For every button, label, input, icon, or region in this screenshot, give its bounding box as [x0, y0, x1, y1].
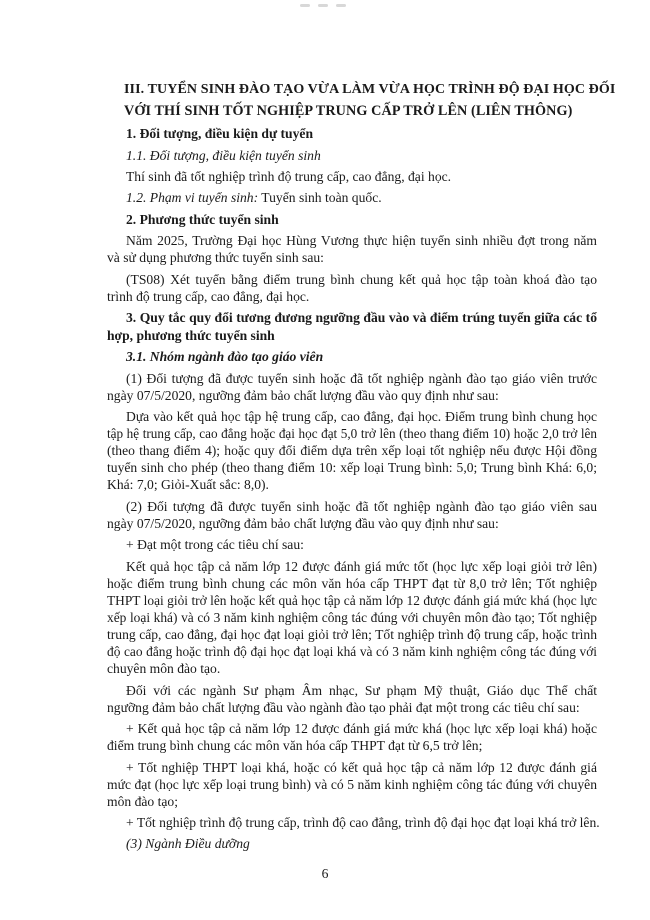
paragraph-line: tập hệ trung cấp, cao đẳng hoặc đại học đạt 5,0 trở lên (theo thang điểm 10) hoặc 2,0 trở lên	[107, 426, 597, 441]
section-title-line-1: III. TUYỂN SINH ĐÀO TẠO VỪA LÀM VỪA HỌC TRÌNH ĐỘ ĐẠI HỌC ĐỐI	[124, 82, 616, 97]
paragraph-line: trình độ trung cấp, cao đẳng, đại học.	[107, 289, 310, 304]
paragraph-line: điểm trung bình chung các môn văn hóa cấp THPT đạt từ 6,5 trở lên;	[107, 738, 483, 753]
paragraph-line: độ cao đẳng hoặc trình độ đại học đạt loại khá và có 3 năm kinh nghiệm công tác đúng với	[107, 644, 597, 659]
paragraph: Thí sinh đã tốt nghiệp trình độ trung cấp, cao đẳng, đại học.	[126, 169, 452, 184]
paragraph-line: (theo thang điểm 4); hoặc quy đổi điểm dựa trên xếp loại tốt nghiệp nếu được Hội đồng	[107, 443, 597, 458]
paragraph-line: tuyển sinh cho phép (theo thang điểm 10: xếp loại Trung bình: 5,0; Trung bình Khá: 6,0;	[107, 460, 597, 475]
scan-mark	[300, 4, 310, 7]
paragraph-line: môn đào tạo;	[107, 794, 178, 809]
scan-mark	[318, 4, 328, 7]
paragraph-line: Khá: 7,0; Giỏi-Xuất sắc: 8,0).	[107, 477, 269, 492]
subheading-1-2: 1.2. Phạm vi tuyển sinh:	[126, 190, 259, 205]
paragraph-line: (1) Đối tượng đã được tuyển sinh hoặc đã tốt nghiệp ngành đào tạo giáo viên trước	[126, 371, 597, 386]
paragraph-line: (2) Đối tượng đã được tuyển sinh hoặc đã tốt nghiệp ngành đào tạo giáo viên sau	[126, 499, 597, 514]
paragraph-line: Năm 2025, Trường Đại học Hùng Vương thực hiện tuyển sinh nhiều đợt trong năm	[126, 233, 597, 248]
paragraph-line: + Tốt nghiệp trình độ trung cấp, trình độ cao đẳng, trình độ đại học đạt loại khá trở lên.	[126, 815, 600, 830]
paragraph-line: THPT loại giỏi trở lên hoặc kết quả học tập cả năm lớp 12 được đánh giá mức khá (học lực	[107, 593, 597, 608]
heading-1: 1. Đối tượng, điều kiện dự tuyển	[126, 126, 314, 141]
subheading-3-1: 3.1. Nhóm ngành đào tạo giáo viên	[126, 349, 324, 364]
paragraph-line: ngày 07/5/2020, ngưỡng đảm bảo chất lượng đầu vào quy định như sau:	[107, 388, 499, 403]
subheading-3-3: (3) Ngành Điều dưỡng	[126, 836, 250, 851]
subheading-1-1: 1.1. Đối tượng, điều kiện tuyển sinh	[126, 148, 321, 163]
paragraph-line: chuyên môn đào tạo.	[107, 661, 221, 676]
paragraph-line: Dựa vào kết quả học tập hệ trung cấp, cao đẳng, đại học. Điểm trung bình chung học	[126, 409, 597, 424]
paragraph-line: và sử dụng phương thức tuyển sinh sau:	[107, 250, 324, 265]
paragraph-line: + Đạt một trong các tiêu chí sau:	[126, 537, 304, 552]
paragraph	[126, 190, 382, 206]
paragraph-line: + Kết quả học tập cả năm lớp 12 được đánh giá mức khá (học lực xếp loại khá) hoặc	[126, 721, 597, 736]
scan-mark	[336, 4, 346, 7]
paragraph-line: Kết quả học tập cả năm lớp 12 được đánh giá mức tốt (học lực xếp loại giỏi trở lên)	[126, 559, 597, 574]
section-title-line-2: VỚI THÍ SINH TỐT NGHIỆP TRUNG CẤP TRỞ LÊN (LIÊN THÔNG)	[124, 103, 573, 119]
page-number: 6	[321, 866, 329, 881]
heading-3-line-1: 3. Quy tắc quy đổi tương đương ngưỡng đầu vào và điểm trúng tuyển giữa các tổ	[126, 310, 597, 325]
paragraph-line: (TS08) Xét tuyển bằng điểm trung bình chung kết quả học tập toàn khoá đào tạo	[126, 272, 597, 287]
paragraph-line: hoặc điểm trung bình chung các môn văn hóa cấp THPT đạt từ 8,0 trở lên; Tốt nghiệp	[107, 576, 597, 591]
heading-3-line-2: hợp, phương thức tuyển sinh	[107, 328, 275, 343]
paragraph-line: Đối với các ngành Sư phạm Âm nhạc, Sư phạm Mỹ thuật, Giáo dục Thể chất	[126, 683, 597, 698]
paragraph-line: ngày 07/5/2020, ngưỡng đảm bảo chất lượng đầu vào quy định như sau:	[107, 516, 499, 531]
paragraph-line: xếp loại khá) và có 3 năm kinh nghiệm công tác đúng với chuyên môn đào tạo; Tốt nghiệp	[107, 610, 597, 625]
paragraph-line: trung cấp, cao đẳng, đại học đạt loại giỏi trở lên; Tốt nghiệp trình độ trung cấp, hoặc trình	[107, 627, 597, 642]
heading-2: 2. Phương thức tuyển sinh	[126, 212, 279, 227]
paragraph-line: ngưỡng đảm bảo chất lượng đầu vào ngành đào tạo phải đạt một trong các tiêu chí sau:	[107, 700, 580, 715]
paragraph-line: + Tốt nghiệp THPT loại khá, hoặc có kết quả học tập cả năm lớp 12 được đánh giá	[126, 760, 597, 775]
paragraph-line: mức đạt (học lực xếp loại trung bình) và có 5 năm kinh nghiệm công tác đúng với chuyên	[107, 777, 597, 792]
paragraph-text: Tuyển sinh toàn quốc.	[258, 190, 382, 205]
